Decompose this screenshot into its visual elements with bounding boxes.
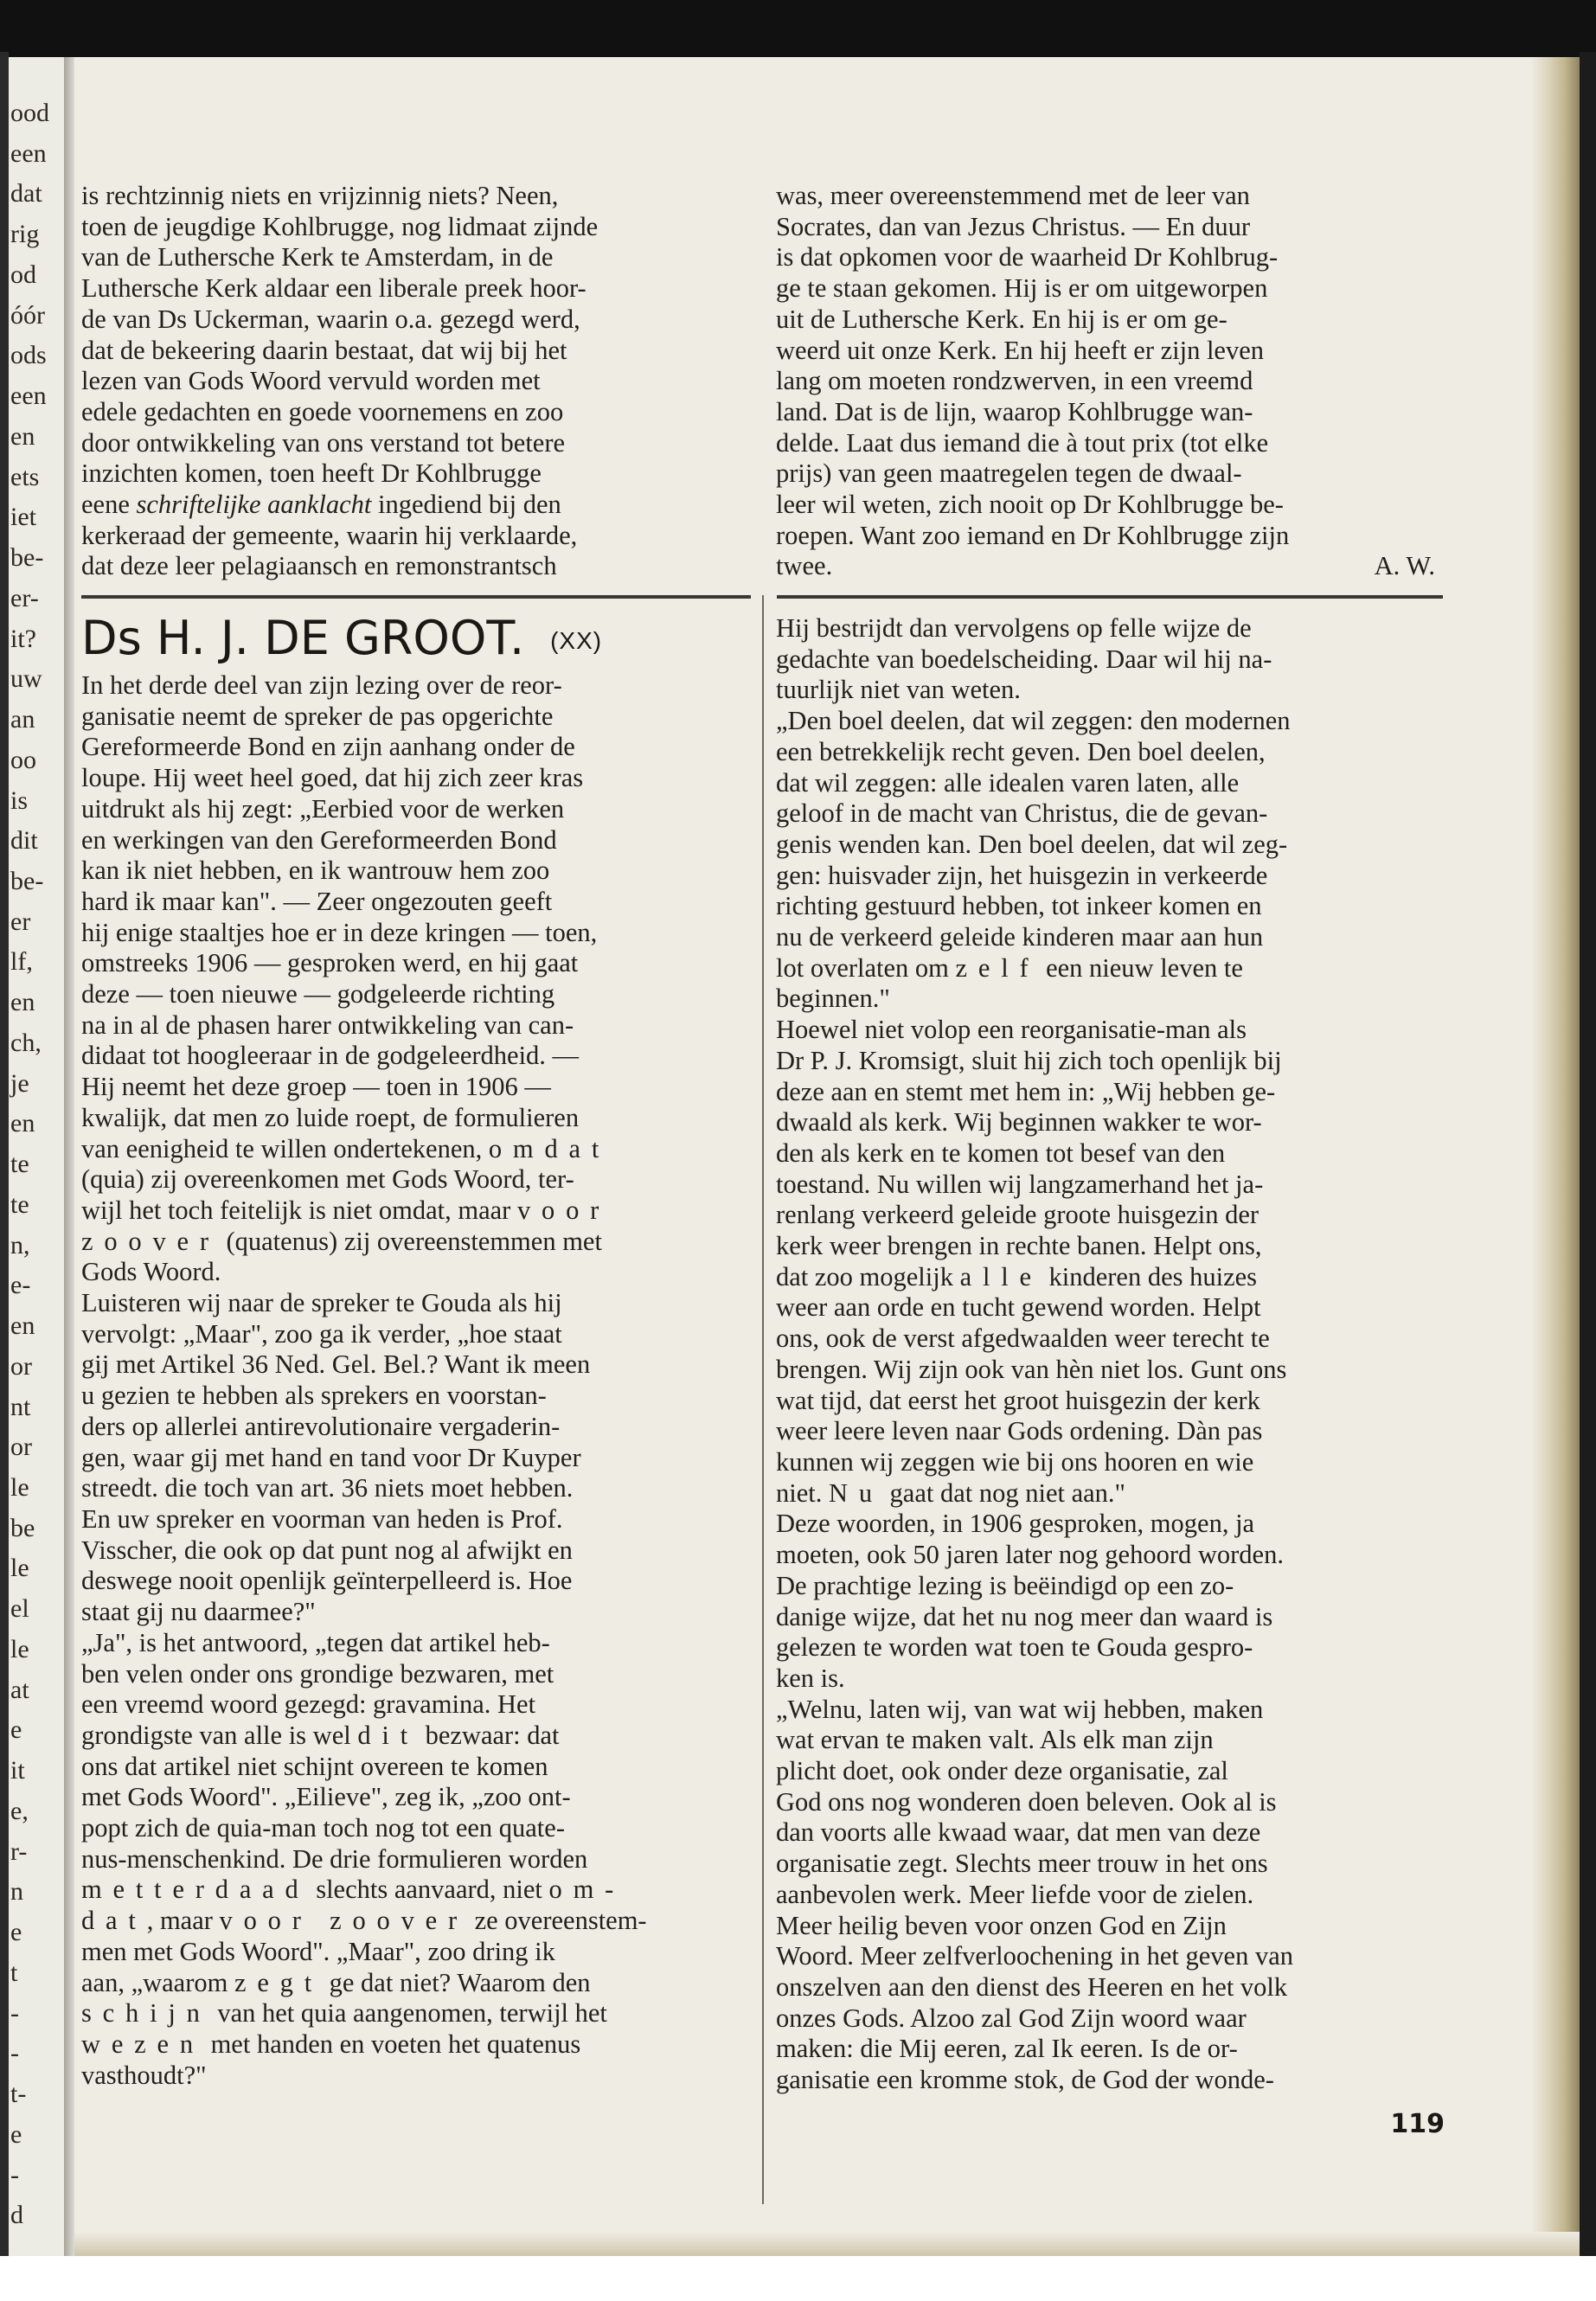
text-line: gij met Artikel 36 Ned. Gel. Bel.? Want ik meen	[81, 1349, 591, 1380]
text-line: „Den boel deelen, dat wil zeggen: den modernen	[776, 706, 1291, 736]
paragraph-lines	[776, 1509, 1442, 2095]
text-line: gedachte van boedelscheiding. Daar wil hij na-	[776, 644, 1272, 674]
text-line: ders op allerlei antirevolutionaire vergaderin-	[81, 1411, 561, 1441]
text-line: wezen met handen en voeten het quatenus	[81, 2029, 581, 2059]
text-line: „Ja", is het antwoord, „tegen dat artikel heb-	[81, 1627, 550, 1657]
text-line: lang om moeten rondzwerven, in een vreemd	[776, 366, 1253, 396]
page-number: 119	[1390, 2109, 1445, 2139]
text-line: toen de jeugdige Kohlbrugge, nog lidmaat zijnde	[81, 211, 599, 241]
text-line: lezen van Gods Woord vervuld worden met	[81, 366, 541, 396]
previous-page-text-fragment: ods	[10, 341, 47, 370]
text-line: hard ik maar kan". — Zeer ongezouten geeft	[81, 886, 553, 916]
text-line: vervolgt: „Maar", zoo ga ik verder, „hoe staat	[81, 1318, 562, 1349]
previous-page-text-fragment: er-	[10, 583, 39, 612]
text-line: aanbevolen werk. Meer liefde voor de zielen.	[776, 1879, 1254, 1909]
text-line: kunnen wij zeggen wie bij ons hooren en wie	[776, 1446, 1254, 1477]
spaced-emphasis: voor zoover	[219, 1906, 468, 1936]
previous-page-text-fragment: óór	[10, 300, 45, 330]
previous-page-text-fragment: le	[10, 1554, 29, 1583]
page-bottom-edge	[74, 2232, 1580, 2256]
text-line: didaat tot hoogleeraar in de godgeleerdheid. —	[81, 1041, 580, 1071]
previous-page-text-fragment: is	[10, 785, 29, 815]
previous-page-text-fragment: n,	[10, 1230, 30, 1259]
text-line: vasthoudt?"	[81, 2060, 207, 2090]
article-serial: (XX)	[550, 627, 603, 655]
previous-page-text-fragment: je	[10, 1068, 29, 1098]
text-line: Luthersche Kerk aldaar een liberale preek hoor-	[81, 273, 586, 304]
text-line: „Welnu, laten wij, van wat wij hebben, maken	[776, 1694, 1264, 1724]
article-title-text: Ds H. J. DE GROOT.	[81, 611, 525, 665]
text-line: ons, ook de verst afgedwaalden weer terecht te	[776, 1324, 1270, 1354]
previous-page-text-fragment: -	[10, 2039, 19, 2068]
scan-border-top	[0, 0, 1596, 57]
text-line: maken: die Mij eeren, zal Ik eeren. Is de or-	[776, 2034, 1238, 2064]
text-line: Hij bestrijdt dan vervolgens op felle wijze de	[776, 613, 1252, 643]
text-line: loupe. Hij weet heel goed, dat hij zich zeer kras	[81, 763, 584, 793]
text-line: kan ik niet hebben, en ik wantrouw hem zoo	[81, 856, 550, 886]
previous-page-text-fragment: e	[10, 1715, 22, 1745]
previous-page-text-fragment: be-	[10, 866, 44, 895]
text-line: u gezien te hebben als sprekers en voorstan-	[81, 1381, 547, 1411]
text-line: den als kerk en te komen tot besef van den	[776, 1138, 1226, 1168]
text-line: wat ervan te maken valt. Als elk man zijn	[776, 1725, 1214, 1755]
text-line: gen: huisvader zijn, het huisgezin in verkeerde	[776, 860, 1268, 890]
previous-page-text-fragment: it	[10, 1756, 25, 1785]
text-line: kerk weer brengen in rechte banen. Helpt ons,	[776, 1231, 1262, 1261]
previous-page-text-fragment: ets	[10, 462, 40, 491]
text-line: brengen. Wij zijn ook van hèn niet los. Gunt ons	[776, 1354, 1287, 1384]
text-line: ken is.	[776, 1663, 845, 1693]
text-line: zoover (quatenus) zij overeenstemmen met	[81, 1226, 602, 1256]
spaced-emphasis: wezen	[81, 2029, 204, 2059]
text-line: kerkeraad der gemeente, waarin hij verklaarde,	[81, 520, 578, 550]
text-line: schijn van het quia aangenomen, terwijl het	[81, 1998, 607, 2029]
scan-border-bottom	[0, 2256, 1596, 2301]
text-line: popt zich de quia-man toch nog tot een quate-	[81, 1813, 565, 1843]
text-line: wat tijd, dat eerst het groot huisgezin der kerk	[776, 1385, 1260, 1415]
previous-page-text-fragment: e	[10, 2119, 22, 2149]
text-line: In het derde deel van zijn lezing over de reor-	[81, 670, 562, 700]
text-line: inzichten komen, toen heeft Dr Kohlbrugge	[81, 458, 542, 489]
text-line: De prachtige lezing is beëindigd op een zo-	[776, 1570, 1234, 1600]
text-line: renlang verkeerd geleide groote huisgezin der	[776, 1200, 1259, 1230]
text-line: Meer heilig beven voor onzen God en Zijn	[776, 1910, 1227, 1940]
article-left-column	[81, 670, 739, 2091]
previous-page-text-fragment: iet	[10, 503, 36, 532]
text-line: dat zoo mogelijk alle kinderen des huizes	[776, 1261, 1258, 1292]
previous-page-text-fragment: ood	[10, 99, 49, 127]
text-line: wijl het toch feitelijk is niet omdat, maar voor	[81, 1195, 611, 1225]
article-right-column	[776, 613, 1442, 2096]
previous-page-text-fragment: le	[10, 1634, 29, 1663]
previous-page-text-fragment: or	[10, 1433, 32, 1462]
previous-page-text-fragment: -	[10, 2160, 19, 2189]
text-line: (quia) zij overeenkomen met Gods Woord, ter-	[81, 1164, 574, 1195]
text-line: weer aan orde en tucht gewend worden. Helpt	[776, 1292, 1261, 1323]
text-line: nu de verkeerd geleide kinderen maar aan hun	[776, 922, 1264, 952]
paragraph-lines	[776, 1292, 1442, 1477]
scan-border-left	[0, 52, 9, 2301]
text-line: ge te staan gekomen. Hij is er om uitgeworpen	[776, 273, 1268, 304]
previous-article-right-column	[776, 181, 1442, 582]
previous-page-text-fragment: een	[10, 138, 47, 168]
previous-page-text-fragment: at	[10, 1675, 29, 1704]
text-line: toestand. Nu willen wij langzamerhand het ja-	[776, 1169, 1264, 1199]
previous-page-text-fragment: le	[10, 1473, 29, 1503]
text-line: een vreemd woord gezegd: gravamina. Het	[81, 1689, 536, 1720]
column-divider	[762, 595, 764, 2204]
text-line: eene schriftelijke aanklacht ingediend bij den	[81, 490, 561, 520]
previous-page-text-fragment: d	[10, 2201, 23, 2230]
text-line: onszelven aan den dienst des Heeren en het volk	[776, 1971, 1288, 2002]
text-line: aan, „waarom zegt ge dat niet? Waarom den	[81, 1967, 591, 1997]
text-line: ganisatie een kromme stok, de God der wonde-	[776, 2065, 1274, 2095]
text-line: genis wenden kan. Den boel deelen, dat wil zeg-	[776, 829, 1288, 859]
previous-page-text-fragment: te	[10, 1150, 29, 1179]
previous-page-text-fragment: lf,	[10, 947, 33, 977]
text-line: metterdaad slechts aanvaard, niet om-	[81, 1875, 625, 1905]
spaced-emphasis: schijn	[81, 1998, 211, 2029]
spaced-emphasis: omdat	[488, 1133, 611, 1163]
text-line: gelezen te worden wat toen te Gouda gespro-	[776, 1632, 1253, 1663]
previous-page-text-fragment: rig	[10, 220, 40, 249]
spaced-emphasis: zegt	[234, 1967, 324, 1997]
text-line: edele gedachten en goede voornemens en zoo	[81, 396, 564, 426]
text-line: grondigste van alle is wel dit bezwaar: dat	[81, 1720, 560, 1750]
text-line: plicht doet, ook onder deze organisatie, zal	[776, 1756, 1228, 1786]
previous-page-text-fragment: en	[10, 1311, 35, 1341]
paragraph-lines	[81, 1257, 739, 1721]
text-line: twee.	[776, 551, 833, 581]
scan-border-right	[1580, 52, 1596, 2301]
previous-page-text-fragment: oo	[10, 745, 36, 774]
previous-page-text-fragment: od	[10, 260, 36, 289]
book-gutter	[64, 57, 74, 2256]
text-line: Deze woorden, in 1906 gesproken, mogen, ja	[776, 1509, 1255, 1539]
text-line: van de Luthersche Kerk te Amsterdam, in de	[81, 242, 554, 272]
previous-page-text-fragment: e,	[10, 1796, 29, 1825]
previous-page-text-fragment: en	[10, 988, 35, 1017]
previous-page-text-fragment: uw	[10, 664, 42, 694]
text-line: was, meer overeenstemmend met de leer van	[776, 181, 1250, 210]
text-line: ben velen onder ons grondige bezwaren, met	[81, 1658, 554, 1689]
text-line: Visscher, die ook op dat punt nog al afwijkt en	[81, 1535, 573, 1565]
text-line: delde. Laat dus iemand die à tout prix (tot elke	[776, 427, 1269, 458]
text-line: staat gij nu daarmee?"	[81, 1597, 316, 1627]
text-line: Hij neemt het deze groep — toen in 1906 —	[81, 1072, 551, 1102]
section-rule-left	[81, 595, 751, 599]
author-initials: A. W.	[1374, 551, 1435, 581]
article-title	[81, 612, 756, 664]
text-line: uit de Luthersche Kerk. En hij is er om ge-	[776, 304, 1227, 334]
text-line: danige wijze, dat het nu nog meer dan waard is	[776, 1601, 1273, 1631]
paragraph-lines	[776, 984, 1442, 1261]
paragraph-lines	[81, 1752, 739, 1875]
text-line: dwaald als kerk. Wij beginnen wakker te wor-	[776, 1107, 1262, 1138]
previous-page-text-fragment: en	[10, 421, 35, 451]
text-line: ganisatie neemt de spreker de pas opgerichte	[81, 701, 554, 731]
spaced-emphasis: zoover	[81, 1226, 220, 1256]
text-line: is rechtzinnig niets en vrijzinnig niets? Neen,	[81, 181, 559, 210]
previous-article-left-column	[81, 181, 739, 582]
previous-page-text-fragment: en	[10, 1109, 35, 1138]
text-line: land. Dat is de lijn, waarop Kohlbrugge wan-	[776, 396, 1253, 426]
text-line: weer leere leven naar Gods ordening. Dàn pas	[776, 1416, 1263, 1446]
text-line: een betrekkelijk recht geven. Den boel deelen,	[776, 736, 1266, 766]
text-line: dat deze leer pelagiaansch en remonstrantsch	[81, 551, 557, 581]
text-line: tuurlijk niet van weten.	[776, 675, 1021, 705]
previous-page-text-fragment: -	[10, 1998, 19, 2028]
previous-page-text-fragment: it?	[10, 624, 36, 653]
previous-page-text-fragment: er	[10, 907, 31, 936]
previous-page-text-fragment: e-	[10, 1271, 31, 1300]
text-line: nus-menschenkind. De drie formulieren worden	[81, 1843, 588, 1874]
text-line: lot overlaten om zelf een nieuw leven te	[776, 952, 1243, 983]
previous-page-text-fragment: el	[10, 1594, 29, 1624]
text-line: en werkingen van den Gereformeerden Bond	[81, 824, 557, 855]
previous-page-text-fragment: be	[10, 1513, 35, 1542]
text-line: van eenigheid te willen ondertekenen, omdat	[81, 1133, 611, 1163]
text-line: met Gods Woord". „Eilieve", zeg ik, „zoo ont-	[81, 1782, 571, 1812]
text-line: gen, waar gij met hand en tand voor Dr Kuyper	[81, 1442, 581, 1472]
paragraph-lines	[776, 613, 1442, 953]
paragraph-lines	[776, 181, 1442, 551]
text-line: na in al de phasen harer ontwikkeling van can-	[81, 1009, 574, 1040]
text-line: deze aan en stemt met hem in: „Wij hebben ge-	[776, 1076, 1276, 1106]
text-line: deswege nooit openlijk geïnterpelleerd is. Hoe	[81, 1566, 573, 1596]
text-line: streedt. die toch van art. 36 niets moet hebben.	[81, 1473, 574, 1503]
page-edge-shading	[1531, 57, 1580, 2256]
paragraph-lines	[81, 181, 739, 490]
text-line: de van Ds Uckerman, waarin o.a. gezegd werd,	[81, 304, 580, 334]
previous-page-text-fragment: r-	[10, 1836, 28, 1866]
text-line: men met Gods Woord". „Maar", zoo dring ik	[81, 1936, 555, 1966]
text-line: dat wil zeggen: alle idealen varen laten, alle	[776, 767, 1240, 798]
text-line: En uw spreker en voorman van heden is Prof.	[81, 1503, 563, 1534]
text-line: dan voorts alle kwaad waar, dat men van deze	[776, 1817, 1261, 1848]
text-line: Dr P. J. Kromsigt, sluit hij zich toch openlijk bij	[776, 1045, 1282, 1075]
previous-page-text-fragment: e	[10, 1918, 22, 1947]
spaced-emphasis: om-	[548, 1875, 625, 1905]
previous-page-text-fragment: n	[10, 1877, 23, 1907]
previous-page-text-fragment: dit	[10, 826, 38, 856]
spaced-emphasis: dit	[357, 1720, 419, 1750]
spaced-emphasis: voor	[516, 1195, 611, 1225]
text-line: Hoewel niet volop een reorganisatie-man als	[776, 1015, 1247, 1045]
emphasized-text: schriftelijke aanklacht	[136, 490, 372, 520]
text-line: omstreeks 1906 — gesproken werd, en hij gaat	[81, 948, 579, 978]
previous-page-text-fragment: t-	[10, 2080, 27, 2109]
text-line: Gereformeerde Bond en zijn aanhang onder de	[81, 732, 575, 762]
previous-page-text-fragment: or	[10, 1351, 32, 1381]
text-line: beginnen."	[776, 984, 890, 1014]
text-line: dat, maar voor zoover ze overeenstem-	[81, 1906, 647, 1936]
text-line: onzes Gods. Alzoo zal God Zijn woord waar	[776, 2003, 1247, 2033]
text-line: leer wil weten, zich nooit op Dr Kohlbrugge be-	[776, 490, 1284, 520]
signature-line	[776, 551, 1442, 582]
paragraph-lines	[81, 670, 739, 1134]
text-line: Luisteren wij naar de spreker te Gouda als hij	[81, 1288, 562, 1318]
previous-page-text-fragment: dat	[10, 179, 42, 208]
text-line: roepen. Want zoo iemand en Dr Kohlbrugge zijn	[776, 520, 1290, 550]
previous-page-fragment	[9, 57, 64, 2256]
text-line: moeten, ook 50 jaren later nog gehoord worden.	[776, 1540, 1284, 1570]
text-line: kwalijk, dat men zo luide roept, de formulieren	[81, 1102, 580, 1132]
text-line: richting gestuurd hebben, tot inkeer komen en	[776, 891, 1262, 921]
text-line: door ontwikkeling van ons verstand tot betere	[81, 427, 566, 458]
text-line: organisatie zegt. Slechts meer trouw in het ons	[776, 1849, 1268, 1879]
text-line: God ons nog wonderen doen beleven. Ook al is	[776, 1786, 1277, 1817]
text-line: deze — toen nieuwe — godgeleerde richting	[81, 979, 555, 1009]
spaced-emphasis: alle	[959, 1261, 1042, 1292]
spaced-emphasis: zelf	[955, 952, 1040, 983]
text-line: Woord. Meer zelfverloochening in het geven van	[776, 1941, 1293, 1971]
text-line: weerd uit onze Kerk. En hij heeft er zijn leven	[776, 335, 1265, 365]
spaced-emphasis: metterdaad	[81, 1875, 310, 1905]
spaced-emphasis: dat	[81, 1906, 147, 1936]
previous-page-text-fragment: nt	[10, 1392, 31, 1421]
text-line: ons dat artikel niet schijnt overeen te komen	[81, 1751, 548, 1781]
section-rule-right	[777, 595, 1443, 599]
previous-page-text-fragment: t	[10, 1958, 18, 1987]
text-line: dat de bekeering daarin bestaat, dat wij bij het	[81, 335, 567, 365]
previous-page-text-fragment: een	[10, 381, 47, 411]
text-line: is dat opkomen voor de waarheid Dr Kohlbrug-	[776, 242, 1279, 272]
text-line: uitdrukt als hij zegt: „Eerbied voor de werken	[81, 793, 565, 824]
text-line: hij enige staaltjes hoe er in deze kringen — toen,	[81, 917, 598, 947]
previous-page-text-fragment: te	[10, 1189, 29, 1219]
previous-page-text-fragment: ch,	[10, 1028, 42, 1057]
previous-page-text-fragment: be-	[10, 543, 44, 573]
text-line: geloof in de macht van Christus, die de gevan-	[776, 798, 1268, 829]
text-line: niet. Nu gaat dat nog niet aan."	[776, 1477, 1125, 1508]
previous-page-text-fragment: an	[10, 705, 35, 734]
text-line: prijs) van geen maatregelen tegen de dwaal-	[776, 458, 1242, 489]
spaced-emphasis: Nu	[829, 1477, 883, 1508]
text-line: Socrates, dan van Jezus Christus. — En duur	[776, 211, 1251, 241]
text-line: Gods Woord.	[81, 1257, 221, 1287]
